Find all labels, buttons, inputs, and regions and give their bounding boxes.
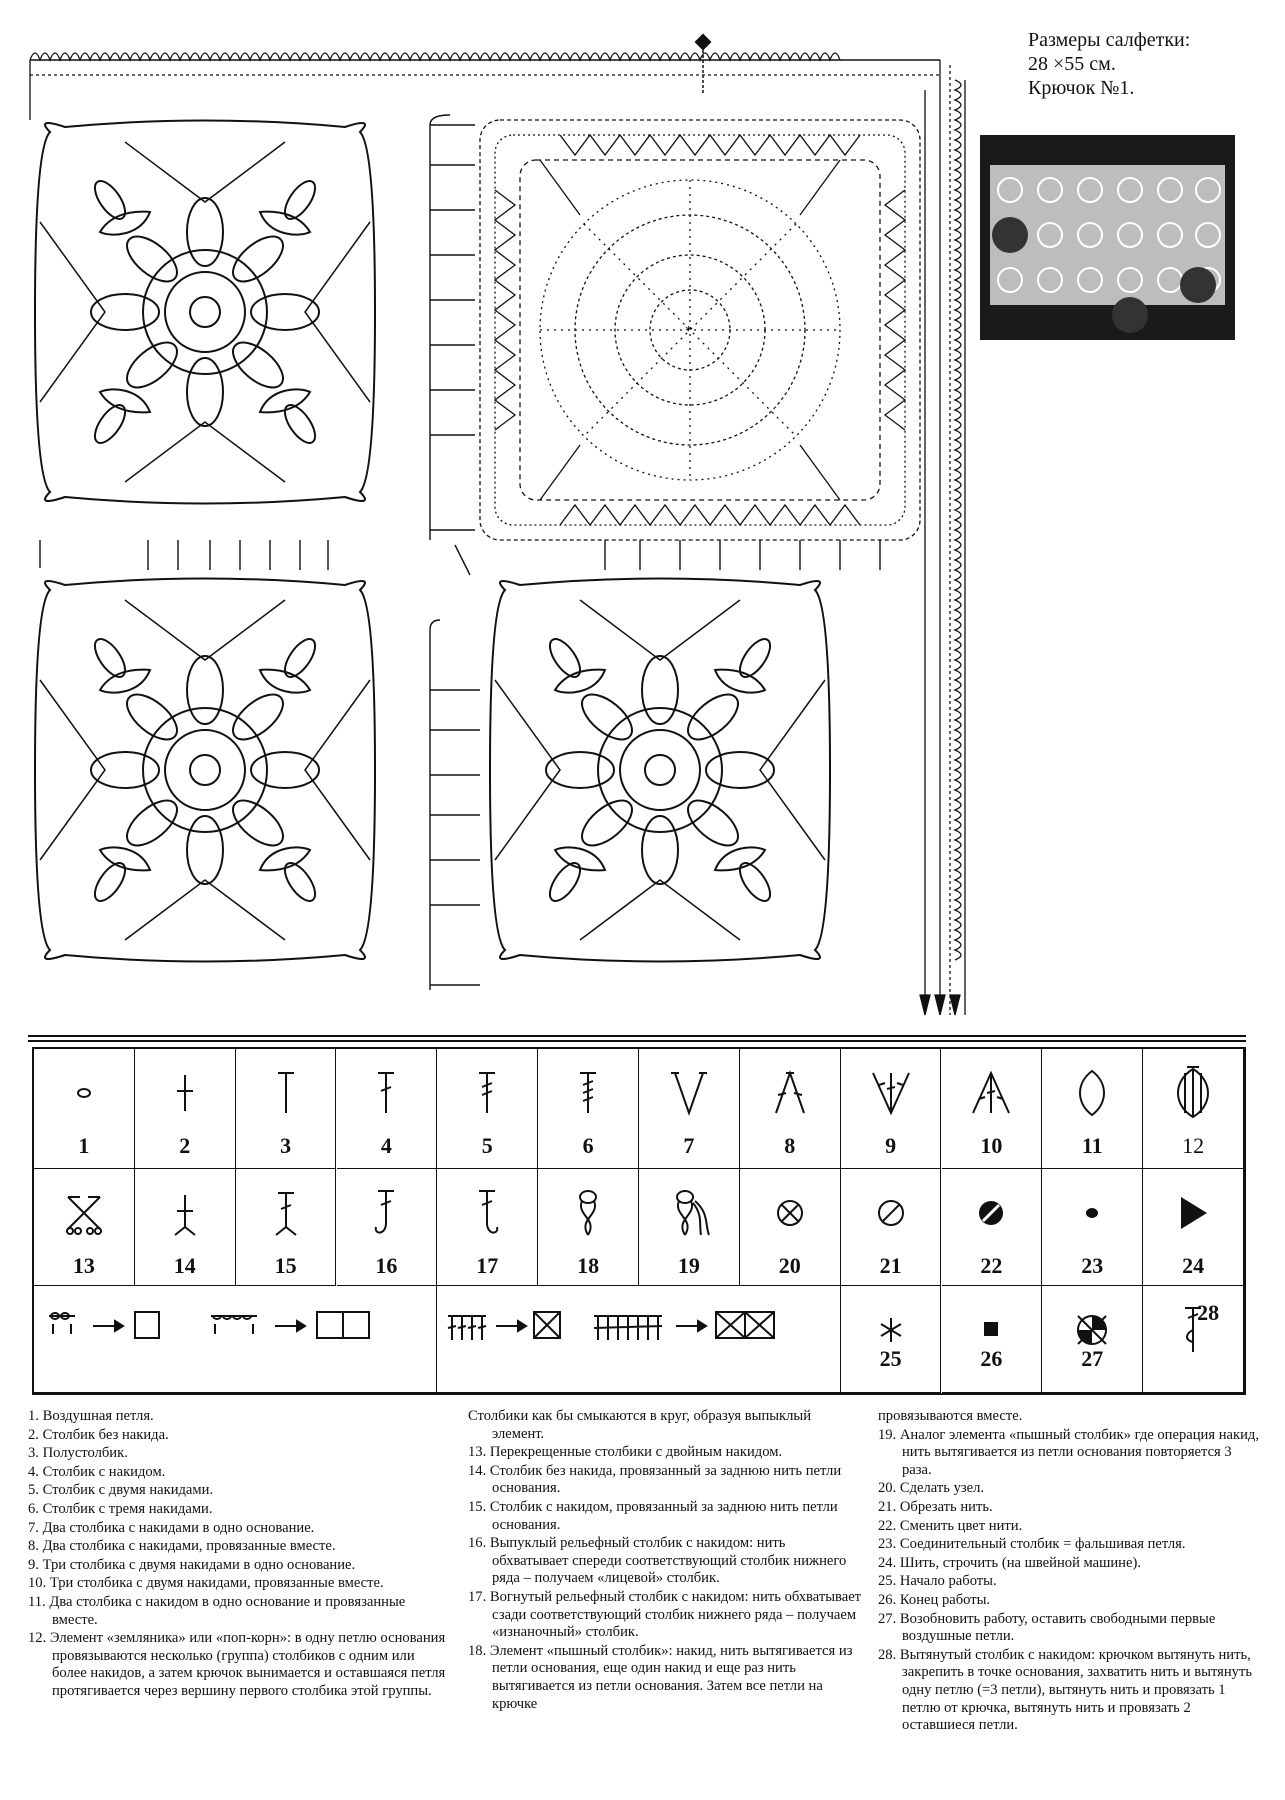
description-item: 22. Сменить цвет нити. bbox=[878, 1517, 1023, 1534]
legend-cell-13 bbox=[34, 1169, 135, 1286]
symbol-number: 10 bbox=[980, 1133, 1003, 1158]
three-tr-together-icon bbox=[961, 1063, 1021, 1123]
top-rule bbox=[28, 1035, 1246, 1037]
description-item: 23. Соединительный столбик = фальшивая петля. bbox=[878, 1536, 1186, 1553]
symbol-number: 3 bbox=[280, 1133, 292, 1158]
stitches-to-square-notation bbox=[437, 1286, 840, 1393]
description-item: 19. Аналог элемента «пышный столбик» где операция накид, нить вытягивается из петли основания повторяется 3 раза. bbox=[878, 1426, 1259, 1478]
description-item: 11. Два столбика с накидом в одно основание и провязанные вместе. bbox=[28, 1593, 406, 1628]
symbol-number: 6 bbox=[582, 1133, 594, 1158]
legend-cell-2 bbox=[135, 1049, 236, 1169]
description-item: 7. Два столбика с накидами в одно основание. bbox=[28, 1519, 315, 1536]
description-item: 13. Перекрещенные столбики с двойным накидом. bbox=[468, 1444, 783, 1461]
back-post-dc-icon bbox=[457, 1183, 517, 1243]
start-diamond-icon bbox=[695, 34, 712, 51]
symbol-number: 24 bbox=[1182, 1253, 1205, 1278]
description-item: провязываются вместе. bbox=[878, 1408, 1023, 1424]
legend-cell-18 bbox=[538, 1169, 639, 1286]
triple-treble-icon bbox=[558, 1063, 618, 1123]
legend-cell-25 bbox=[841, 1286, 942, 1393]
legend-cell-8 bbox=[740, 1049, 841, 1169]
legend-cell-22 bbox=[942, 1169, 1043, 1286]
slip-stitch-dot-icon bbox=[1062, 1183, 1122, 1243]
description-item: 4. Столбик с накидом. bbox=[28, 1463, 166, 1480]
puff-stitch-3-icon bbox=[659, 1183, 719, 1243]
symbol-number: 2 bbox=[179, 1133, 191, 1158]
symbol-number: 16 bbox=[375, 1253, 398, 1278]
cut-thread-icon bbox=[861, 1183, 921, 1243]
description-item: 5. Столбик с двумя накидами. bbox=[28, 1482, 214, 1499]
napkin-photo bbox=[980, 135, 1235, 340]
top-border-picots bbox=[30, 53, 940, 120]
stitches-to-square-icon bbox=[437, 1304, 840, 1364]
symbol-number: 1 bbox=[78, 1133, 90, 1158]
motif-bottom-left bbox=[35, 579, 375, 962]
motif-bottom-right bbox=[490, 579, 830, 962]
symbol-number: 26 bbox=[980, 1346, 1003, 1371]
motif-top-left bbox=[35, 121, 375, 504]
single-crochet-cross-icon bbox=[155, 1063, 215, 1123]
front-post-dc-icon bbox=[356, 1183, 416, 1243]
napkin-photo-image bbox=[980, 135, 1235, 340]
crossed-stitches-icon bbox=[54, 1183, 114, 1243]
legend-cell-20 bbox=[740, 1169, 841, 1286]
symbol-descriptions bbox=[28, 1408, 1258, 1798]
symbol-number: 20 bbox=[778, 1253, 801, 1278]
symbol-number: 12 bbox=[1182, 1133, 1205, 1158]
legend-cell-15 bbox=[236, 1169, 337, 1286]
description-item: 26. Конец работы. bbox=[878, 1591, 991, 1608]
description-item: 20. Сделать узел. bbox=[878, 1480, 985, 1497]
description-column-3 bbox=[878, 1408, 1263, 1736]
legend-cell-9 bbox=[841, 1049, 942, 1169]
description-item: 14. Столбик без накида, провязанный за заднюю нить петли основания. bbox=[468, 1462, 842, 1497]
treble-crochet-icon bbox=[457, 1063, 517, 1123]
legend-cell-17 bbox=[437, 1169, 538, 1286]
description-item: Столбики как бы смыкаются в круг, образуя выпыклый элемент. bbox=[468, 1408, 812, 1442]
symbol-number: 27 bbox=[1081, 1346, 1104, 1371]
legend-cell-7 bbox=[639, 1049, 740, 1169]
three-tr-one-base-icon bbox=[861, 1063, 921, 1123]
description-item: 21. Обрезать нить. bbox=[878, 1498, 993, 1515]
description-item: 17. Вогнутый рельефный столбик с накидом: нить обхватывает сзади соответствующий столбик нижнего ряда – получаем «изнаночный» столбик. bbox=[468, 1588, 862, 1641]
chain-to-square-icon bbox=[33, 1304, 436, 1364]
size-dimensions: 28 ×55 см. bbox=[1028, 53, 1116, 75]
svg-text:*: * bbox=[685, 324, 692, 339]
legend-cell-6 bbox=[538, 1049, 639, 1169]
symbol-number: 23 bbox=[1081, 1253, 1104, 1278]
legend-cell-1 bbox=[34, 1049, 135, 1169]
symbol-number: 22 bbox=[980, 1253, 1003, 1278]
legend-cell-16 bbox=[337, 1169, 438, 1286]
top-rule-2 bbox=[28, 1040, 1246, 1042]
chain-stitch-oval-icon bbox=[54, 1063, 114, 1123]
symbol-number: 17 bbox=[476, 1253, 499, 1278]
sc-back-loop-icon bbox=[155, 1183, 215, 1243]
legend-cell-10 bbox=[942, 1049, 1043, 1169]
description-item: 3. Полустолбик. bbox=[28, 1445, 128, 1462]
detailed-crochet-motif bbox=[480, 120, 920, 540]
hook-size: Крючок №1. bbox=[1028, 77, 1135, 99]
legend-cell-14 bbox=[135, 1169, 236, 1286]
change-color-icon bbox=[961, 1183, 1021, 1243]
two-dc-base-together-icon bbox=[1062, 1063, 1122, 1123]
legend-cell-3 bbox=[236, 1049, 337, 1169]
symbol-number: 13 bbox=[72, 1253, 95, 1278]
description-item: 15. Столбик с накидом, провязанный за заднюю нить петли основания. bbox=[468, 1498, 838, 1533]
description-item: 24. Шить, строчить (на швейной машине). bbox=[878, 1554, 1141, 1571]
description-item: 28. Вытянутый столбик с накидом: крючком вытянуть нить, закрепить в точке основания, захватить нить и вытянуть одну петлю (=3 петли), вытянуть нить и провязать 1 петлю от крючка, вытянуть нить и провязать 2 оставшиеся петли. bbox=[878, 1646, 1252, 1734]
half-double-crochet-icon bbox=[256, 1063, 316, 1123]
symbol-number: 25 bbox=[879, 1346, 902, 1371]
legend-cell-23 bbox=[1042, 1169, 1143, 1286]
legend-cell-5 bbox=[437, 1049, 538, 1169]
description-item: 1. Воздушная петля. bbox=[28, 1408, 154, 1424]
legend-cell-26 bbox=[942, 1286, 1043, 1393]
popcorn-icon bbox=[1163, 1063, 1223, 1123]
double-crochet-icon bbox=[356, 1063, 416, 1123]
legend-cell-11 bbox=[1042, 1049, 1143, 1169]
legend-cell-4 bbox=[337, 1049, 438, 1169]
description-item: 27. Возобновить работу, оставить свободными первые воздушные петли. bbox=[878, 1610, 1216, 1645]
size-label: Размеры салфетки: bbox=[1028, 29, 1191, 51]
description-item: 8. Два столбика с накидами, провязанные вместе. bbox=[28, 1538, 336, 1555]
description-item: 18. Элемент «пышный столбик»: накид, нить вытягивается из петли основания, еще один накид и еще раз нить вытягивается из петли основания. Затем все петли на крючке bbox=[468, 1642, 853, 1712]
description-item: 9. Три столбика с двумя накидами в одно основание. bbox=[28, 1556, 356, 1573]
description-item: 6. Столбик с тремя накидами. bbox=[28, 1500, 213, 1517]
symbol-number: 21 bbox=[879, 1253, 902, 1278]
chain-to-square-notation bbox=[34, 1286, 437, 1393]
symbol-number: 8 bbox=[784, 1133, 796, 1158]
legend-cell-24 bbox=[1143, 1169, 1244, 1286]
legend-cell-19 bbox=[639, 1169, 740, 1286]
symbol-number: 15 bbox=[274, 1253, 297, 1278]
description-item: 2. Столбик без накида. bbox=[28, 1426, 169, 1443]
legend-cell-27 bbox=[1042, 1286, 1143, 1393]
symbol-number: 19 bbox=[677, 1253, 700, 1278]
symbol-number: 14 bbox=[173, 1253, 196, 1278]
two-dc-together-icon bbox=[760, 1063, 820, 1123]
symbol-number: 28 bbox=[1197, 1300, 1220, 1325]
description-item: 10. Три столбика с двумя накидами, провязанные вместе. bbox=[28, 1575, 384, 1592]
sew-triangle-icon bbox=[1163, 1183, 1223, 1243]
symbol-number: 4 bbox=[380, 1133, 392, 1158]
dc-back-loop-icon bbox=[256, 1183, 316, 1243]
knot-icon bbox=[760, 1183, 820, 1243]
description-item: 12. Элемент «земляника» или «поп-корн»: в одну петлю основания провязываются несколько (группа) столбиков с одним или более накидов, а затем крючок вынимается и оставшаяся петля протягивается через вершину первого столбика этой группы. bbox=[28, 1630, 446, 1699]
legend-cell-28 bbox=[1143, 1286, 1244, 1393]
join-arrows-horizontal bbox=[40, 540, 880, 575]
join-arrows-vertical bbox=[430, 115, 480, 990]
legend-cell-21 bbox=[841, 1169, 942, 1286]
right-border-lines bbox=[920, 60, 965, 1015]
symbol-number: 18 bbox=[577, 1253, 600, 1278]
symbol-number: 11 bbox=[1081, 1133, 1103, 1158]
symbol-legend-table bbox=[32, 1047, 1246, 1395]
symbol-number: 7 bbox=[683, 1133, 695, 1158]
puff-stitch-icon bbox=[558, 1183, 618, 1243]
symbol-number: 9 bbox=[885, 1133, 897, 1158]
description-item: 16. Выпуклый рельефный столбик с накидом: нить обхватывает спереди соответствующий столбик нижнего ряда – получаем «лицевой» столбик. bbox=[468, 1535, 847, 1587]
legend-cell-12 bbox=[1143, 1049, 1244, 1169]
description-column-2 bbox=[468, 1408, 863, 1714]
description-item: 25. Начало работы. bbox=[878, 1573, 997, 1590]
napkin-size-info bbox=[1028, 28, 1190, 100]
symbol-number: 5 bbox=[481, 1133, 493, 1158]
description-column-1 bbox=[28, 1408, 448, 1702]
two-dc-one-base-icon bbox=[659, 1063, 719, 1123]
